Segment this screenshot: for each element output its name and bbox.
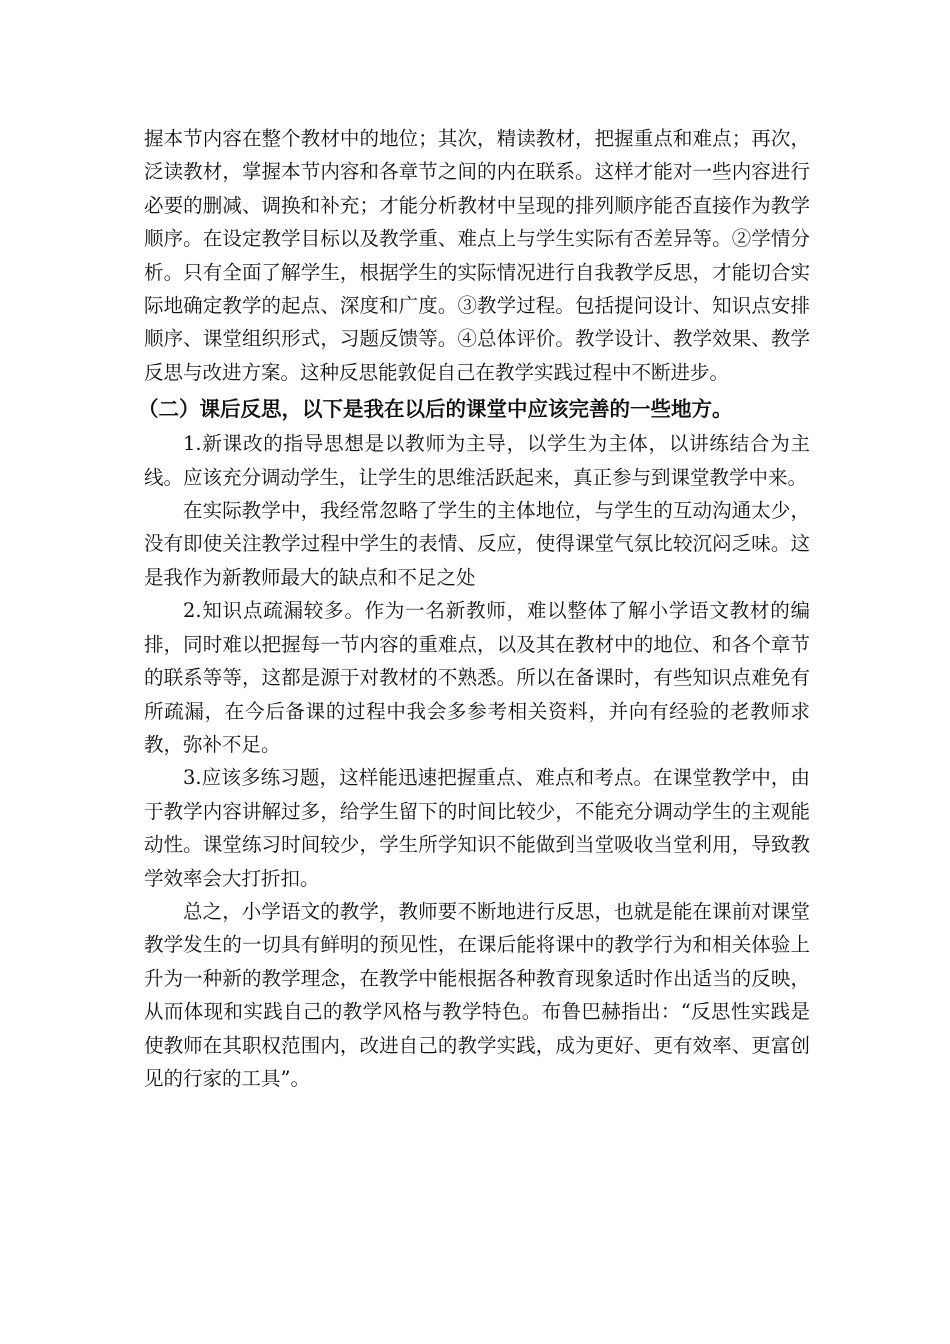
document-page <box>138 122 810 1095</box>
list-item-2: 2.知识点疏漏较多。作为一名新教师，难以整体了解小学语文教材的编排，同时难以把握每一节内容的重难点，以及其在教材中的地位、和各个章节的联系等等，这都是源于对教材的不熟悉。所以在备课时，有些知识点难免有所疏漏，在今后备课的过程中我会多参考相关资料，并向有经验的老教师求教，弥补不足。 <box>144 599 810 756</box>
section-heading: （二）课后反思，以下是我在以后的课堂中应该完善的一些地方。 <box>138 397 733 422</box>
list-item-1-detail: 在实际教学中，我经常忽略了学生的主体地位，与学生的互动沟通太少，没有即使关注教学过程中学生的表情、反应，使得课堂气氛比较沉闷乏味。这是我作为新教师最大的缺点和不足之处 <box>144 499 810 589</box>
conclusion-paragraph: 总之，小学语文的教学，教师要不断地进行反思，也就是能在课前对课堂教学发生的一切具有鲜明的预见性，在课后能将课中的教学行为和相关体验上升为一种新的教学理念，在教学中能根据各种教育现象适时作出适当的反映，从而体现和实践自己的教学风格与教学特色。布鲁巴赫指出：“反思性实践是使教师在其职权范围内，改进自己的教学实践，成为更好、更有效率、更富创见的行家的工具”。 <box>144 899 810 1090</box>
paragraph-continued: 握本节内容在整个教材中的地位；其次，精读教材，把握重点和难点；再次，泛读教材，掌握本节内容和各章节之间的内在联系。这样才能对一些内容进行必要的删减、调换和补充；才能分析教材中呈现的排列顺序能否直接作为教学顺序。在设定教学目标以及教学重、难点上与学生实际有否差异等。②学情分析。只有全面了解学生，根据学生的实际情况进行自我教学反思，才能切合实际地确定教学的起点、深度和广度。③教学过程。包括提问设计、知识点安排顺序、课堂组织形式，习题反馈等。④总体评价。教学设计、教学效果、教学反思与改进方案。这种反思能敦促自己在教学实践过程中不断进步。 <box>144 127 810 384</box>
list-item-3: 3.应该多练习题，这样能迅速把握重点、难点和考点。在课堂教学中，由于教学内容讲解过多，给学生留下的时间比较少，不能充分调动学生的主观能动性。课堂练习时间较少，学生所学知识不能做到当堂吸收当堂利用，导致教学效率会大打折扣。 <box>144 766 810 890</box>
list-item-1: 1.新课改的指导思想是以教师为主导，以学生为主体，以讲练结合为主线。应该充分调动学生，让学生的思维活跃起来，真正参与到课堂教学中来。 <box>144 432 810 489</box>
